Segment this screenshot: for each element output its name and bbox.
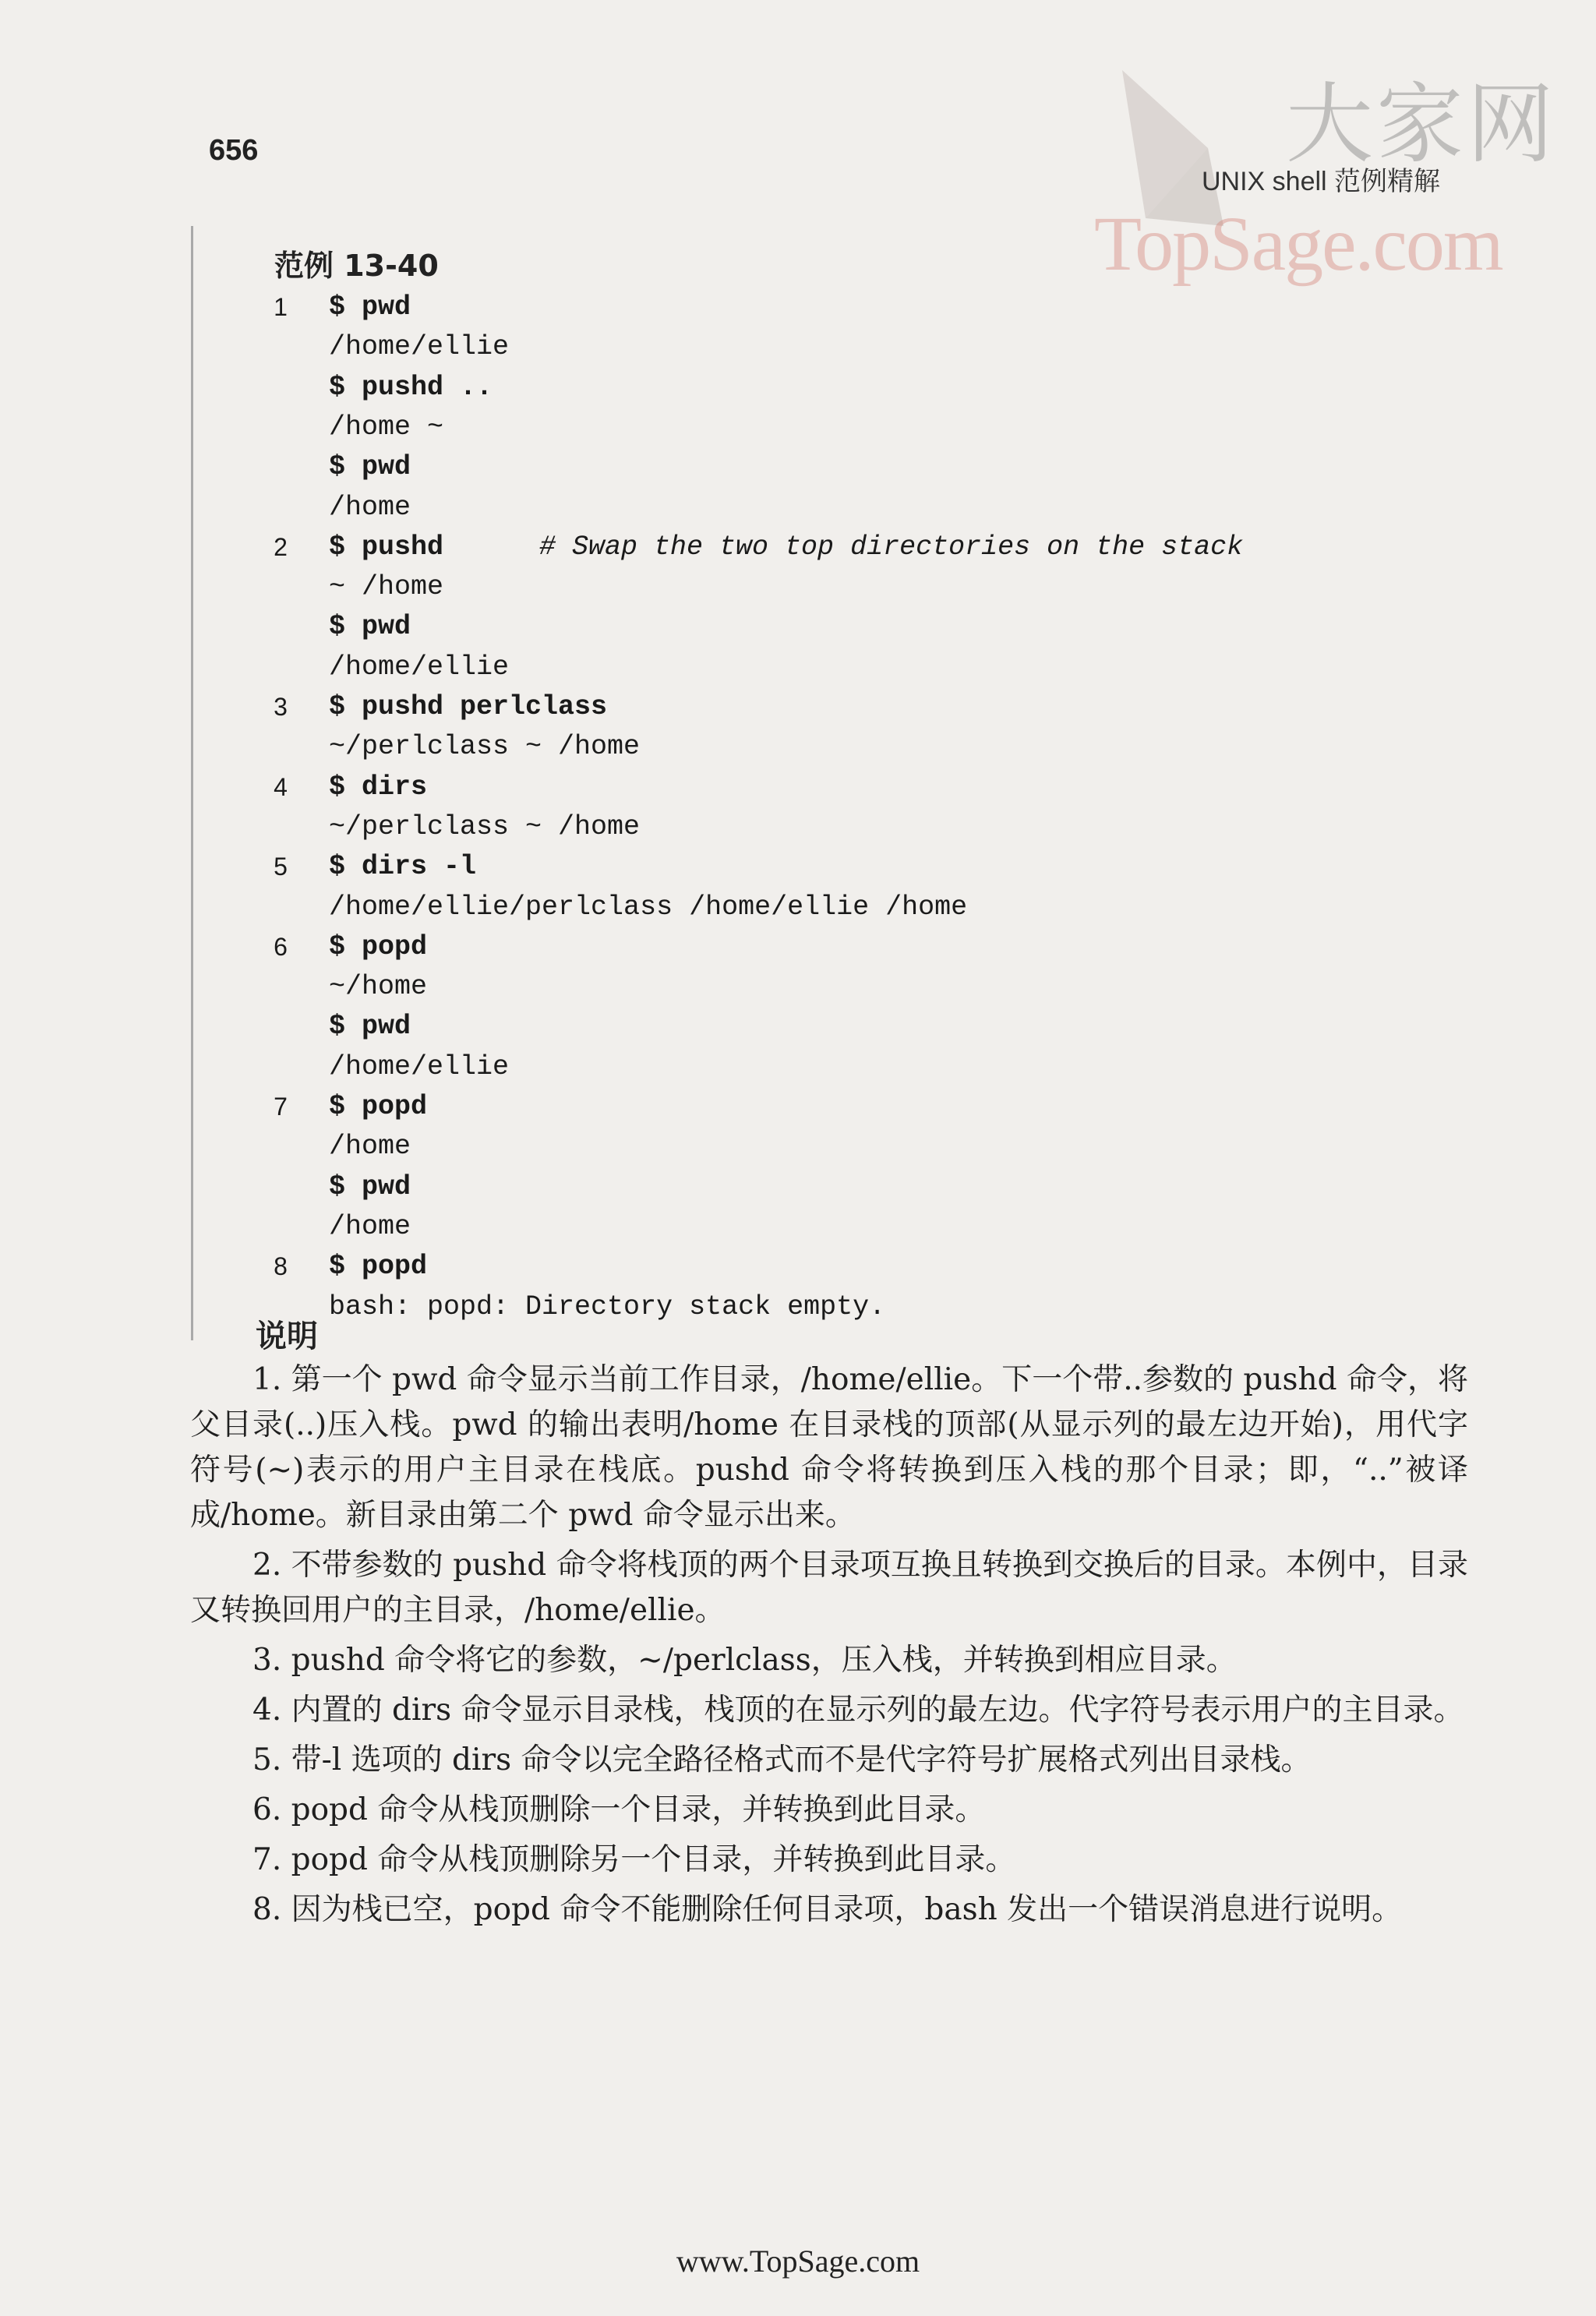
command-text: $ pushd: [329, 531, 444, 563]
explanation-note: 4. 内置的 dirs 命令显示目录栈，栈顶的在显示列的最左边。代字符号表示用户的主目录。: [252, 1693, 1464, 1728]
explanation-note: 2. 不带参数的 pushd 命令将栈顶的两个目录项互换且转换到交换后的目录。本例中，目录又转换回用户的主目录，/home/ellie。: [190, 1548, 1468, 1628]
footer-url: www.TopSage.com: [676, 2244, 920, 2279]
command-text: $ pwd: [329, 1170, 411, 1202]
code-line: [265, 489, 1434, 526]
command-output: ~/perlclass ~ /home: [329, 731, 641, 763]
command-output: ~/home: [329, 971, 428, 1003]
command-output: ~/perlclass ~ /home: [329, 810, 641, 842]
code-line: [265, 888, 1434, 926]
command-output: /home/ellie: [329, 651, 510, 683]
code-line: [265, 848, 1434, 885]
book-title: UNIX shell 范例精解: [1202, 167, 1441, 196]
command-text: $ pwd: [329, 291, 411, 323]
explanation-note: 5. 带-l 选项的 dirs 命令以完全路径格式而不是代字符号扩展格式列出目录栈。: [252, 1742, 1312, 1778]
line-number: 7: [274, 1093, 288, 1121]
command-output: /home/ellie: [329, 331, 510, 363]
code-line: [265, 808, 1434, 846]
line-number: 1: [274, 293, 288, 321]
explanation-note: 3. pushd 命令将它的参数，~/perlclass，压入栈，并转换到相应目录。: [252, 1643, 1237, 1678]
code-line: [265, 408, 1434, 446]
code-line: [265, 568, 1434, 605]
command-output: /home/ellie: [329, 1050, 510, 1082]
line-number: 5: [274, 853, 288, 881]
command-output: /home/ellie/perlclass /home/ellie /home: [329, 891, 968, 923]
code-line: [265, 728, 1434, 765]
code-line: [265, 288, 1434, 326]
code-line: [265, 1008, 1434, 1045]
code-line: [265, 608, 1434, 645]
command-output: /home: [329, 1210, 411, 1242]
command-text: $ popd: [329, 930, 428, 962]
code-line: [265, 1208, 1434, 1245]
code-line: [265, 928, 1434, 966]
code-line: [265, 1128, 1434, 1165]
watermark-cn: 大家网: [1286, 74, 1557, 175]
code-line: [265, 1048, 1434, 1086]
line-number: 8: [274, 1252, 288, 1281]
command-comment: # Swap the two top directories on the stack: [539, 531, 1244, 563]
command-output: bash: popd: Directory stack empty.: [329, 1290, 886, 1322]
command-output: /home: [329, 491, 411, 523]
code-line: [265, 369, 1434, 406]
command-output: /home: [329, 1131, 411, 1163]
code-line: [265, 1168, 1434, 1206]
line-number: 6: [274, 932, 288, 961]
code-line: [265, 448, 1434, 485]
line-number: 3: [274, 693, 288, 721]
code-line: [265, 648, 1434, 686]
code-line: [265, 1248, 1434, 1285]
example-title: 范例 13-40: [274, 249, 439, 283]
page-number: 656: [209, 134, 259, 167]
explanation-notes: [190, 1357, 1468, 1937]
explanation-note: 6. popd 命令从栈顶删除一个目录，并转换到此目录。: [252, 1792, 986, 1827]
line-number: 4: [274, 772, 288, 801]
code-line: [265, 768, 1434, 806]
command-text: $ dirs -l: [329, 851, 477, 883]
watermark-en: TopSage.com: [1094, 200, 1502, 287]
command-text: $ dirs: [329, 771, 428, 803]
command-output: ~ /home: [329, 571, 444, 603]
code-line: [265, 688, 1434, 726]
command-text: $ pwd: [329, 451, 411, 483]
command-text: $ pushd ..: [329, 371, 493, 403]
code-line: [265, 968, 1434, 1005]
command-output: /home ~: [329, 411, 444, 443]
command-text: $ popd: [329, 1091, 428, 1122]
command-text: $ popd: [329, 1251, 428, 1283]
code-line: [265, 1288, 1434, 1326]
command-text: $ pushd perlclass: [329, 691, 608, 722]
explanation-note: 1. 第一个 pwd 命令显示当前工作目录，/home/ellie。下一个带..参数的 pushd 命令，将父目录(..)压入栈。pwd 的输出表明/home 在目录栈的顶部(从显示列的最左边开始)，用代字符号(~)表示的用户主目录在栈底。pushd 命令将转换到压入栈的那个目录；即，“..”被译成/home。新目录由第二个 pwd 命令显示出来。: [190, 1362, 1469, 1533]
line-number: 2: [274, 532, 288, 561]
command-text: $ pwd: [329, 611, 411, 643]
code-line: [265, 528, 1434, 566]
code-line: [265, 328, 1434, 365]
explanation-note: 8. 因为栈已空，popd 命令不能删除任何目录项，bash 发出一个错误消息进行说明。: [252, 1892, 1403, 1927]
code-line: [265, 1088, 1434, 1125]
command-text: $ pwd: [329, 1011, 411, 1043]
section-title: 说明: [256, 1319, 318, 1354]
explanation-note: 7. popd 命令从栈顶删除另一个目录，并转换到此目录。: [252, 1842, 1016, 1877]
